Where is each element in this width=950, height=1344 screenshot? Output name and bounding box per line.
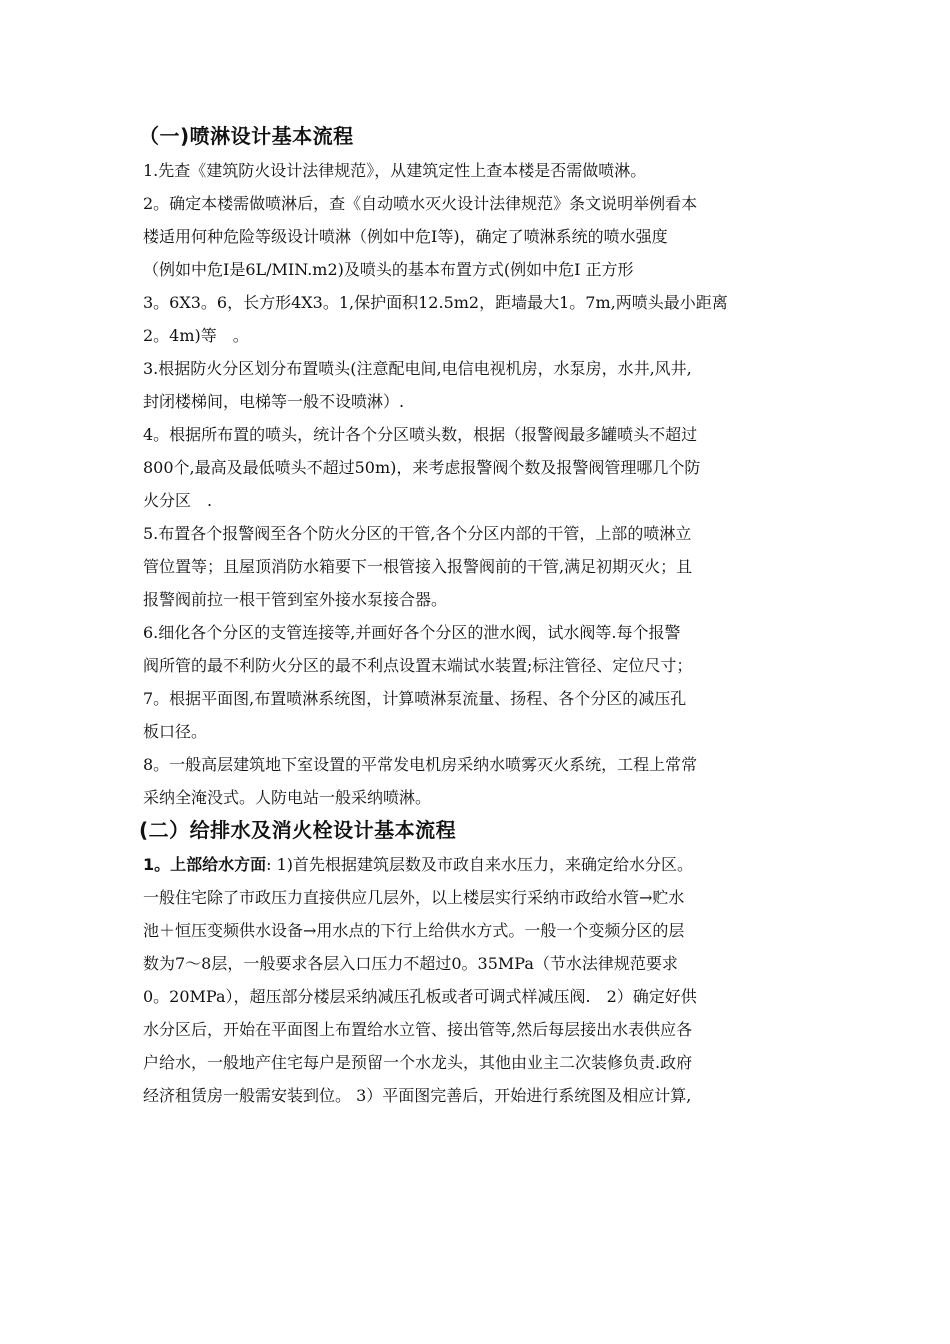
paragraph-line: 3。6X3。6，长方形4X3。1,保护面积12.5m2，距墙最大1。7m,两喷头最小距离 xyxy=(143,293,728,312)
paragraph-line: 8。一般高层建筑地下室设置的平常发电机房采纳水喷雾灭火系统，工程上常常 xyxy=(143,755,698,774)
paragraph-line: 800个,最高及最低喷头不超过50m)，来考虑报警阀个数及报警阀管理哪几个防 xyxy=(143,458,701,477)
paragraph-line xyxy=(143,848,823,881)
paragraph-line: 2。确定本楼需做喷淋后，查《自动喷水灭火设计法律规范》条文说明举例看本 xyxy=(143,194,698,213)
paragraph-line: 封闭楼梯间，电梯等一般不设喷淋）. xyxy=(143,392,405,411)
paragraph-line: 0。20MPa），超压部分楼层采纳减压孔板或者可调式样减压阀. 2）确定好供 xyxy=(143,987,697,1006)
paragraph-line: 池＋恒压变频供水设备→用水点的下行上给供水方式。一般一个变频分区的层 xyxy=(143,921,685,940)
paragraph-line: 3.根据防火分区划分布置喷头(注意配电间,电信电视机房，水泵房，水井,风井, xyxy=(143,359,692,378)
paragraph-line: （例如中危Ⅰ是6L/MIN.m2)及喷头的基本布置方式(例如中危Ⅰ 正方形 xyxy=(143,260,634,279)
paragraph-line: 户给水，一般地产住宅每户是预留一个水龙头，其他由业主二次装修负责.政府 xyxy=(143,1053,693,1072)
paragraph-line: 楼适用何种危险等级设计喷淋（例如中危Ⅰ等)，确定了喷淋系统的喷水强度 xyxy=(143,227,668,246)
paragraph-line: 数为7～8层，一般要求各层入口压力不超过0。35MPa（节水法律规范要求 xyxy=(143,954,678,973)
paragraph-line: 7。根据平面图,布置喷淋系统图，计算喷淋泵流量、扬程、各个分区的减压孔 xyxy=(143,689,687,708)
paragraph-line: 火分区 . xyxy=(143,491,213,510)
subsection-lead-text: : 1)首先根据建筑层数及市政自来水压力，来确定给水分区。 xyxy=(266,855,694,874)
paragraph-line: 板口径。 xyxy=(143,722,208,741)
paragraph-line: 阀所管的最不利防火分区的最不利点设置末端试水装置;标注管径、定位尺寸； xyxy=(143,656,693,675)
paragraph-line: 6.细化各个分区的支管连接等,并画好各个分区的泄水阀，试水阀等.每个报警 xyxy=(143,623,681,642)
paragraph-line: 水分区后，开始在平面图上布置给水立管、接出管等,然后每层接出水表供应各 xyxy=(143,1020,693,1039)
subsection-lead: 1。上部给水方面 xyxy=(143,855,267,874)
section-body-sprinkler xyxy=(143,154,823,814)
section-heading-sprinkler: （一)喷淋设计基本流程 xyxy=(139,124,354,148)
paragraph-line: 4。根据所布置的喷头，统计各个分区喷头数，根据（报警阀最多罐喷头不超过 xyxy=(143,425,698,444)
paragraph-line: 管位置等；且屋顶消防水箱要下一根管接入报警阀前的干管,满足初期灭火；且 xyxy=(143,557,693,576)
paragraph-line: 2。4m)等 。 xyxy=(143,326,249,345)
section-heading-water-supply: (二）给排水及消火栓设计基本流程 xyxy=(139,818,457,842)
paragraph-line: 采纳全淹没式。人防电站一般采纳喷淋。 xyxy=(143,788,432,807)
paragraph-line: 报警阀前拉一根干管到室外接水泵接合器。 xyxy=(143,590,448,609)
paragraph-line: 1.先查《建筑防火设计法律规范》，从建筑定性上查本楼是否需做喷淋。 xyxy=(143,161,647,180)
document-page xyxy=(139,118,823,1112)
paragraph-line: 一般住宅除了市政压力直接供应几层外，以上楼层实行采纳市政给水管→贮水 xyxy=(143,888,685,907)
paragraph-line: 经济租赁房一般需安装到位。 3）平面图完善后，开始进行系统图及相应计算, xyxy=(143,1086,692,1105)
section-body-water-supply xyxy=(143,848,823,1112)
paragraph-line: 5.布置各个报警阀至各个防火分区的干管,各个分区内部的干管，上部的喷淋立 xyxy=(143,524,692,543)
